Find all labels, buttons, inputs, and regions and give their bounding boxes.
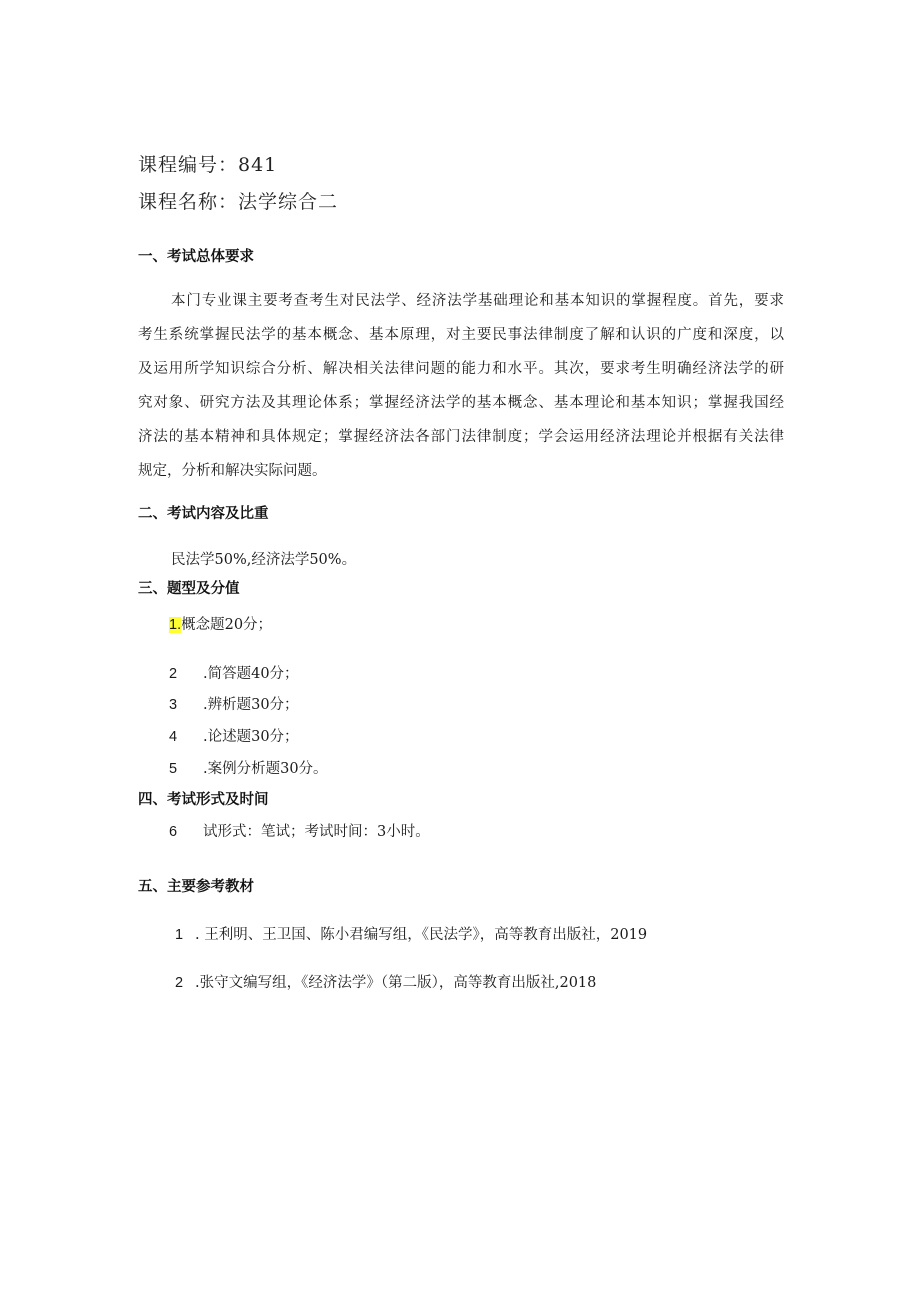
section-4-title: 四、考试形式及时间 [138,792,269,808]
item-text: 试形式：笔试；考试时间：3小时。 [203,824,430,840]
question-type-item [169,662,299,683]
reference-number: 2 [175,975,184,991]
item-text: .案例分析题30分。 [203,761,328,777]
section-2-content: 民法学50%,经济法学50%。 [171,552,357,568]
question-type-item [169,725,299,746]
item-number: 5 [169,761,178,777]
item-number: 6 [169,824,178,840]
question-type-item [169,757,328,778]
paragraph-line: 规定，分析和解决实际问题。 [138,463,327,479]
item-text: .辨析题30分； [203,697,299,713]
item-text: 概念题20分； [181,617,273,633]
section-1-paragraph [138,284,784,488]
course-code: 课程编号：841 [138,154,278,176]
reference-item [175,971,596,992]
section-4-content [169,820,430,841]
paragraph-line: 济法的基本精神和具体规定；掌握经济法各部门法律制度；学会运用经济法理论并根据有关法律 [138,429,784,445]
item-text: .论述题30分； [203,729,299,745]
reference-item [175,923,647,944]
paragraph-line: 考生系统掌握民法学的基本概念、基本原理，对主要民事法律制度了解和认识的广度和深度，以 [138,327,784,343]
section-1-title: 一、考试总体要求 [138,249,254,265]
item-text: .简答题40分； [203,666,299,682]
paragraph-line: 本门专业课主要考查考生对民法学、经济法学基础理论和基本知识的掌握程度。首先，要求 [171,293,784,309]
section-3-title: 三、题型及分值 [138,581,240,597]
section-5-title: 五、主要参考教材 [138,879,254,895]
question-type-item [169,613,272,634]
item-number: 2 [169,666,178,682]
section-2-title: 二、考试内容及比重 [138,506,269,522]
paragraph-line: 及运用所学知识综合分析、解决相关法律问题的能力和水平。其次，要求考生明确经济法学的研 [138,361,784,377]
reference-text: . 王利明、王卫国、陈小君编写组，《民法学》，高等教育出版社，2019 [195,927,648,943]
question-type-item [169,693,299,714]
paragraph-line: 究对象、研究方法及其理论体系；掌握经济法学的基本概念、基本理论和基本知识；掌握我国经 [138,395,784,411]
reference-text: .张守文编写组，《经济法学》（第二版），高等教育出版社,2018 [195,975,597,991]
item-number: 3 [169,697,178,713]
course-name: 课程名称：法学综合二 [138,191,339,213]
reference-number: 1 [175,927,184,943]
item-number: 4 [169,729,178,745]
item-number-highlighted: 1. [169,617,182,633]
